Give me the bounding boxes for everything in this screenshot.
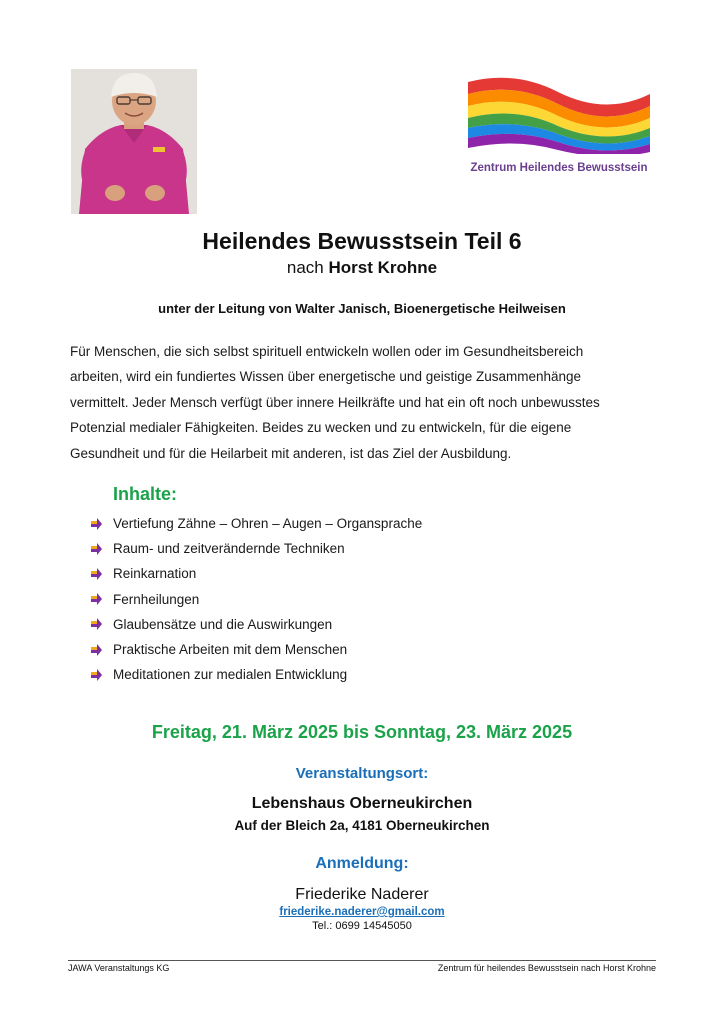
logo-text: Zentrum Heilendes Bewusstsein bbox=[470, 162, 648, 174]
zentrum-logo bbox=[466, 72, 652, 182]
intro-line: Für Menschen, die sich selbst spirituell entwickeln wollen oder im Gesundheitsbereich bbox=[70, 344, 584, 359]
list-item-text: Praktische Arbeiten mit dem Menschen bbox=[113, 642, 348, 658]
list-item bbox=[90, 561, 422, 586]
leader-line: unter der Leitung von Walter Janisch, Bioenergetische Heilweisen bbox=[158, 301, 566, 316]
footer-divider bbox=[68, 960, 656, 961]
portrait-photo bbox=[71, 69, 197, 214]
registration-name: Friederike Naderer bbox=[295, 886, 429, 903]
list-item bbox=[90, 637, 422, 662]
arrow-bullet-icon bbox=[90, 618, 102, 630]
list-item bbox=[90, 612, 422, 637]
venue-name: Lebenshaus Oberneukirchen bbox=[251, 795, 473, 812]
list-item bbox=[90, 511, 422, 536]
registration-email-link[interactable]: friederike.naderer@gmail.com bbox=[279, 906, 445, 918]
list-item-text: Reinkarnation bbox=[113, 566, 197, 582]
list-item-text: Raum- und zeitverändernde Techniken bbox=[113, 541, 345, 557]
list-item-text: Meditationen zur medialen Entwicklung bbox=[113, 667, 348, 683]
portrait-illustration bbox=[71, 69, 197, 214]
subtitle-prefix: nach bbox=[286, 258, 329, 277]
subtitle-name: Horst Krohne bbox=[328, 258, 438, 277]
list-item-text: Glaubensätze und die Auswirkungen bbox=[113, 616, 333, 632]
arrow-bullet-icon bbox=[90, 593, 102, 605]
venue-address: Auf der Bleich 2a, 4181 Oberneukirchen bbox=[234, 818, 490, 833]
intro-line: Potenzial medialer Fähigkeiten. Beides zu wecken und zu entwickeln, für die eigene bbox=[70, 420, 572, 436]
list-item bbox=[90, 587, 422, 612]
inhalte-list bbox=[90, 511, 422, 687]
rainbow-wave-icon bbox=[466, 72, 652, 154]
intro-paragraph bbox=[70, 339, 660, 466]
page-subtitle bbox=[0, 258, 724, 278]
arrow-bullet-icon bbox=[90, 644, 102, 656]
intro-line: vermittelt. Jeder Mensch verfügt über innere Heilkräfte und hat ein oft noch unbewusstes bbox=[70, 394, 600, 410]
intro-line: Gesundheit und für die Heilarbeit mit anderen, ist das Ziel der Ausbildung. bbox=[70, 445, 512, 461]
list-item-text: Vertiefung Zähne – Ohren – Augen – Organsprache bbox=[113, 516, 423, 532]
footer-right: Zentrum für heilendes Bewusstsein nach Horst Krohne bbox=[437, 963, 656, 973]
arrow-bullet-icon bbox=[90, 543, 102, 555]
list-item bbox=[90, 536, 422, 561]
arrow-bullet-icon bbox=[90, 669, 102, 681]
list-item bbox=[90, 662, 422, 687]
registration-email-wrap bbox=[0, 906, 724, 918]
venue-heading: Veranstaltungsort: bbox=[295, 765, 429, 782]
footer-left: JAWA Veranstaltungs KG bbox=[68, 963, 170, 973]
registration-heading: Anmeldung: bbox=[315, 855, 409, 872]
intro-line: arbeiten, wird ein fundiertes Wissen über energetische und geistige Zusammenhänge bbox=[70, 369, 582, 385]
list-item-text: Fernheilungen bbox=[113, 591, 200, 607]
page-title: Heilendes Bewusstsein Teil 6 bbox=[202, 228, 522, 254]
inhalte-heading: Inhalte: bbox=[113, 484, 178, 504]
registration-phone: Tel.: 0699 14545050 bbox=[312, 920, 412, 932]
arrow-bullet-icon bbox=[90, 518, 102, 530]
arrow-bullet-icon bbox=[90, 568, 102, 580]
event-date: Freitag, 21. März 2025 bis Sonntag, 23. März 2025 bbox=[151, 722, 573, 742]
